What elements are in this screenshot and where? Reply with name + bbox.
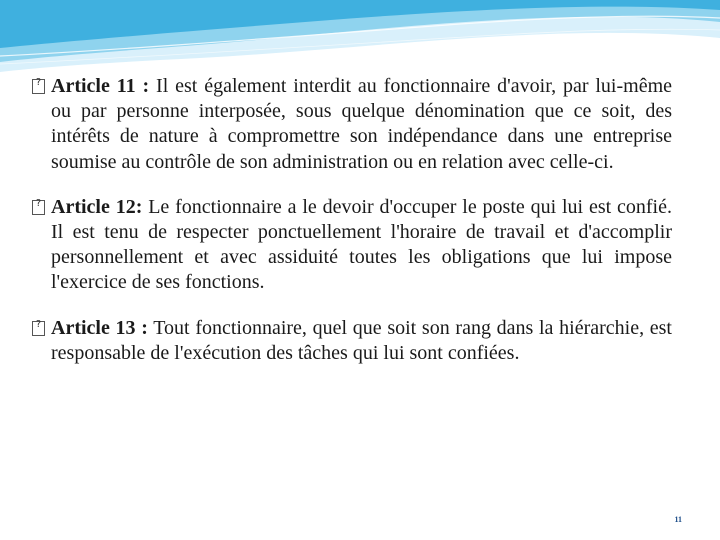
missing-glyph-box-icon — [32, 79, 45, 94]
missing-glyph-box-icon — [32, 200, 45, 215]
article-11-text: Il est également interdit au fonctionnaire d'avoir, par lui-même ou par personne interposée, sous quelque dénomination que ce soit, des intérêts de nature à compromettre son indépendance dans une entreprise soumise au contrôle de son administration ou en relation avec celle-ci. — [51, 75, 673, 173]
articles-list — [32, 74, 672, 386]
article-12-title: Article 12: — [51, 195, 143, 218]
article-13-title: Article 13 : — [51, 316, 148, 339]
article-12-text: Le fonctionnaire a le devoir d'occuper le poste qui lui est confié. Il est tenu de respecter ponctuellement l'horaire de travail et d'accomplir personnellement et avec assiduité toutes les obligations que lui impose l'exercice de ses fonctions. — [51, 195, 672, 294]
article-11-paragraph — [51, 74, 672, 175]
article-13 — [32, 316, 672, 366]
article-11-title: Article 11 : — [51, 75, 150, 97]
article-13-paragraph — [51, 316, 672, 366]
article-12-paragraph — [51, 195, 672, 296]
article-12 — [32, 195, 672, 296]
missing-glyph-box-icon — [32, 321, 45, 336]
article-13-text: Tout fonctionnaire, quel que soit son rang dans la hiérarchie, est responsable de l'exécution des tâches qui lui sont confiées. — [51, 316, 672, 364]
article-11 — [32, 74, 672, 175]
page-number: 11 — [674, 515, 682, 524]
